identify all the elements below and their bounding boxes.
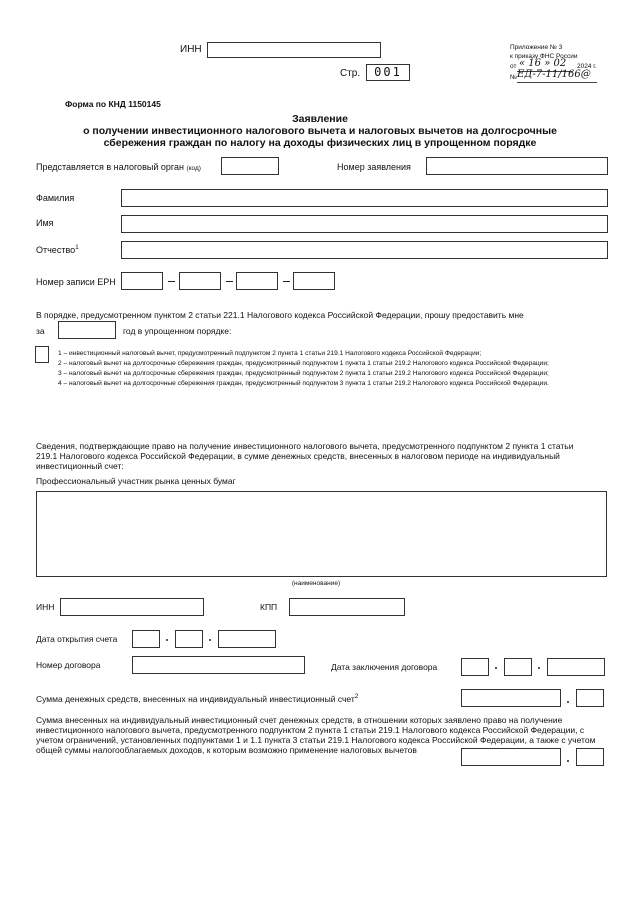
request-for-label: за (36, 326, 45, 336)
sum-label-text: Сумма денежных средств, внесенных на индивидуальный инвестиционный счет (36, 693, 355, 704)
deduction-options-list (58, 350, 578, 388)
sum-label (36, 693, 358, 704)
ern-part3-input[interactable] (236, 272, 278, 290)
application-number-input[interactable] (426, 157, 608, 175)
deduction-option: 1 – инвестиционный налоговый вычет, предусмотренный подпунктом 2 пункта 1 статьи 219.1 Налогового кодекса Российской Федерации; (58, 350, 482, 357)
decimal-separator (567, 701, 569, 703)
ern-dash (226, 281, 233, 282)
sum-footnote: 2 (354, 693, 359, 700)
appendix-number-handwritten: ЕД-7-11/166@ (517, 69, 591, 80)
request-text: В порядке, предусмотренном пунктом 2 статьи 221.1 Налогового кодекса Российской Федерации, прошу предоставить мне (36, 310, 524, 320)
name-label: Имя (36, 218, 54, 228)
page-number: 001 (366, 64, 410, 81)
tax-authority-text: Представляется в налоговый орган (36, 162, 184, 172)
ern-part4-input[interactable] (293, 272, 335, 290)
open-date-year-input[interactable] (218, 630, 276, 648)
date-separator (166, 639, 168, 641)
sum-rubles-input[interactable] (461, 689, 561, 707)
date-separator (495, 667, 497, 669)
patronymic-text: Отчество (36, 245, 76, 255)
participant-name-input[interactable] (36, 491, 607, 577)
open-date-day-input[interactable] (132, 630, 160, 648)
sum-deduction-label: Сумма внесенных на индивидуальный инвестиционный счет денежных средств, в отношении которых заявлено право на получение инвестиционного налогового вычета, предусмотренного подпунктом 2 пункта 1 статьи 219.1 Налогового кодекса Российской Федерации, с учетом ограничений, установленных подпунктами 1 и 1.1 пункта 3 статьи 219.1 Налогового кодекса Российской Федерации, а также с учетом общей суммы налогооблагаемых доходов, к которым возможно применение налоговых вычетов (36, 715, 596, 755)
sum-deduction-rubles-input[interactable] (461, 748, 561, 766)
participant-inn-label: ИНН (36, 602, 55, 612)
contract-number-label: Номер договора (36, 660, 101, 670)
patronymic-label (36, 244, 79, 255)
page-label: Стр. (340, 68, 361, 79)
participant-label: Профессиональный участник рынка ценных бумаг (36, 476, 236, 486)
application-number-label: Номер заявления (337, 162, 411, 172)
deduction-option: 2 – налоговый вычет на долгосрочные сбережения граждан, предусмотренный подпунктом 1 пункта 1 статьи 219.2 Налогового кодекса Российской Федерации; (58, 360, 549, 367)
inn-input[interactable] (207, 42, 381, 58)
sum-deduction-kopecks-input[interactable] (576, 748, 604, 766)
title-line1: Заявление (292, 113, 348, 125)
participant-kpp-label: КПП (260, 602, 278, 612)
contract-date-month-input[interactable] (504, 658, 532, 676)
ern-part1-input[interactable] (121, 272, 163, 290)
page-title (30, 113, 610, 149)
deduction-type-input[interactable] (35, 346, 49, 363)
appendix-date-handwritten: « 16 » 02 (519, 58, 567, 69)
decimal-separator (567, 760, 569, 762)
open-date-month-input[interactable] (175, 630, 203, 648)
participant-inn-input[interactable] (60, 598, 204, 616)
open-date-label: Дата открытия счета (36, 634, 118, 644)
appendix-year: 2024 г. (577, 63, 597, 70)
sum-kopecks-input[interactable] (576, 689, 604, 707)
participant-name-hint: (наименование) (291, 580, 341, 587)
surname-label: Фамилия (36, 193, 75, 203)
title-line2: о получении инвестиционного налогового вычета и налоговых вычетов на долгосрочные (83, 125, 557, 137)
contract-date-label: Дата заключения договора (331, 662, 438, 672)
ern-label: Номер записи ЕРН (36, 277, 116, 287)
info-intro: Сведения, подтверждающие право на получение инвестиционного налогового вычета, предусмотренного подпунктом 2 пункта 1 статьи 219.1 Налогового кодекса Российской Федерации, в сумме денежных средств, внесенных в налоговом периоде на индивидуальный инвестиционный счет: (36, 441, 574, 471)
participant-kpp-input[interactable] (289, 598, 405, 616)
contract-number-input[interactable] (132, 656, 305, 674)
appendix-line3-prefix: от (510, 63, 517, 70)
title-line3: сбережения граждан по налогу на доходы физических лиц в упрощенном порядке (103, 137, 537, 149)
patronymic-footnote: 1 (75, 244, 79, 251)
deduction-option: 4 – налоговый вычет на долгосрочные сбережения граждан, предусмотренный подпунктом 3 пункта 1 статьи 219.2 Налогового кодекса Российской Федерации. (58, 380, 549, 387)
contract-date-day-input[interactable] (461, 658, 489, 676)
ern-dash (168, 281, 175, 282)
request-year-input[interactable] (58, 321, 116, 339)
deduction-option: 3 – налоговый вычет на долгосрочные сбережения граждан, предусмотренный подпунктом 2 пункта 1 статьи 219.2 Налогового кодекса Российской Федерации; (58, 370, 549, 377)
request-year-suffix: год в упрощенном порядке: (123, 326, 232, 336)
tax-authority-code-hint: (код) (186, 165, 201, 172)
ern-part2-input[interactable] (179, 272, 221, 290)
name-input[interactable] (121, 215, 608, 233)
tax-authority-code-input[interactable] (221, 157, 279, 175)
surname-input[interactable] (121, 189, 608, 207)
date-separator (209, 639, 211, 641)
ern-dash (283, 281, 290, 282)
appendix-line2: к приказу ФНС России (510, 53, 578, 60)
appendix-line1: Приложение № 3 (510, 44, 563, 51)
inn-label: ИНН (180, 44, 202, 55)
date-separator (538, 667, 540, 669)
contract-date-year-input[interactable] (547, 658, 605, 676)
form-code: Форма по КНД 1150145 (65, 99, 161, 109)
tax-authority-label (36, 162, 201, 173)
appendix-line4-prefix: № (510, 74, 517, 81)
appendix-number-underline (517, 82, 597, 83)
patronymic-input[interactable] (121, 241, 608, 259)
